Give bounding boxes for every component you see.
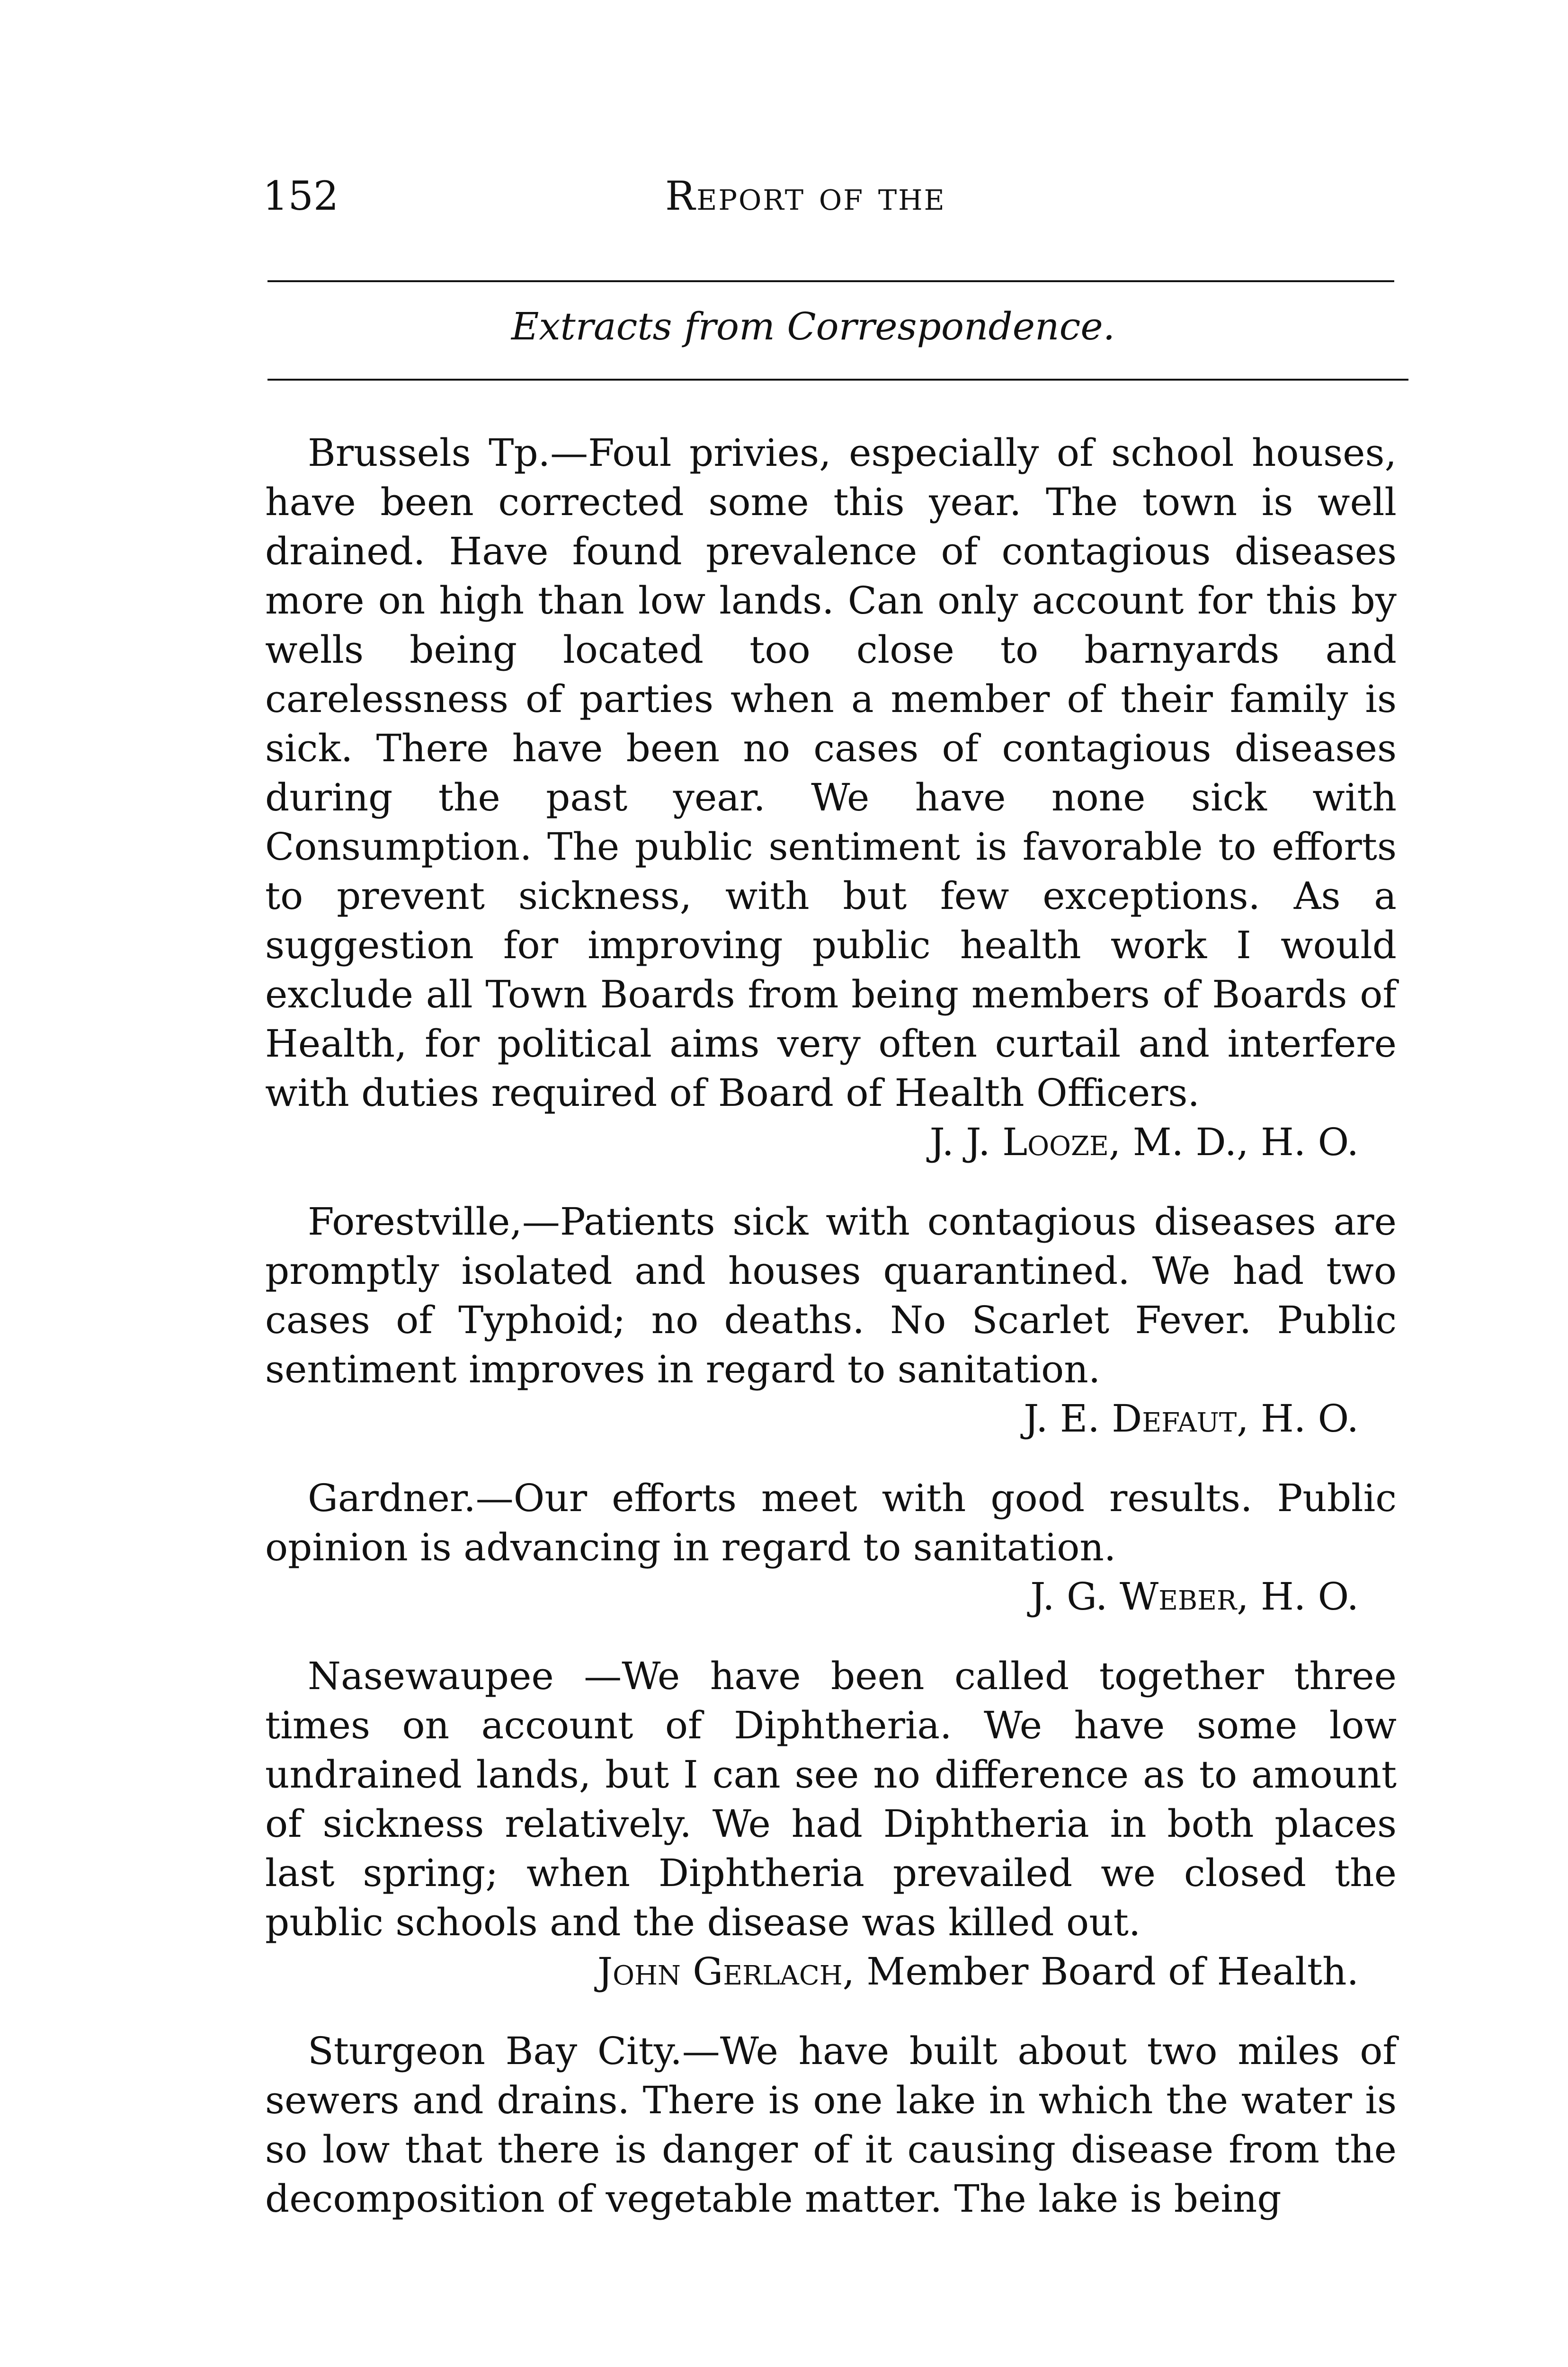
signature-prefix: J. J. <box>929 1120 1003 1164</box>
signature-name: Defaut <box>1112 1397 1237 1441</box>
bottom-rule <box>267 379 1408 381</box>
signature <box>265 1947 1397 1996</box>
entry-nasewaupee <box>265 1652 1397 1996</box>
signature-name: John Gerlach <box>597 1949 843 1993</box>
entry-brussels <box>265 428 1397 1167</box>
signature-name: Weber <box>1119 1575 1237 1619</box>
entry-text: Brussels Tp.—Foul privies, especially of school houses, have been corrected some this year. The town is well drained. Have found prevalence of contagious diseases more on high than low lands. Can only account for this by wells being located too close to barnyards and carelessness of parties when a member of their family is sick. There have been no cases of contagious diseases during the past year. We have none sick with Consumption. The public sentiment is favorable to efforts to prevent sickness, with but few exceptions. As a suggestion for improving public health work I would exclude all Town Boards from being members of Boards of Health, for political aims very often curtail and interfere with duties required of Board of Health Officers. <box>265 431 1397 1115</box>
signature-prefix: J. E. <box>1024 1397 1112 1441</box>
entry-text: Sturgeon Bay City.—We have built about two miles of sewers and drains. There is one lake in which the water is so low that there is danger of it causing disease from the decomposition of vegetable matter. The lake is being <box>265 2029 1397 2221</box>
signature-suffix: , Member Board of Health. <box>842 1949 1359 1993</box>
signature-name: Looze <box>1002 1120 1109 1164</box>
signature <box>265 1394 1397 1443</box>
body-text <box>265 428 1397 2224</box>
page-number: 152 <box>263 173 339 219</box>
section-title: Extracts from Correspondence. <box>511 304 1115 348</box>
signature-suffix: , M. D., H. O. <box>1108 1120 1359 1164</box>
entry-text: Forestville,—Patients sick with contagious diseases are promptly isolated and houses quarantined. We had two cases of Typhoid; no deaths. No Scarlet Fever. Public sentiment improves in regard to sanitation. <box>265 1200 1397 1391</box>
signature-suffix: , H. O. <box>1237 1575 1359 1619</box>
entry-sturgeon-bay <box>265 2027 1397 2224</box>
entry-text: Nasewaupee —We have been called together three times on account of Diphtheria. We have some low undrained lands, but I can see no difference as to amount of sickness relatively. We had Diphtheria in both places last spring; when Diphtheria prevailed we closed the public schools and the disease was killed out. <box>265 1654 1397 1944</box>
entry-text: Gardner.—Our efforts meet with good results. Public opinion is advancing in regard to sanitation. <box>265 1476 1397 1569</box>
signature-suffix: , H. O. <box>1237 1397 1359 1441</box>
top-rule <box>267 280 1394 282</box>
entry-forestville <box>265 1197 1397 1443</box>
signature <box>265 1572 1397 1621</box>
entry-gardner <box>265 1474 1397 1621</box>
signature-prefix: J. G. <box>1030 1575 1120 1619</box>
running-head: Report of the <box>665 173 946 219</box>
signature <box>265 1118 1397 1167</box>
